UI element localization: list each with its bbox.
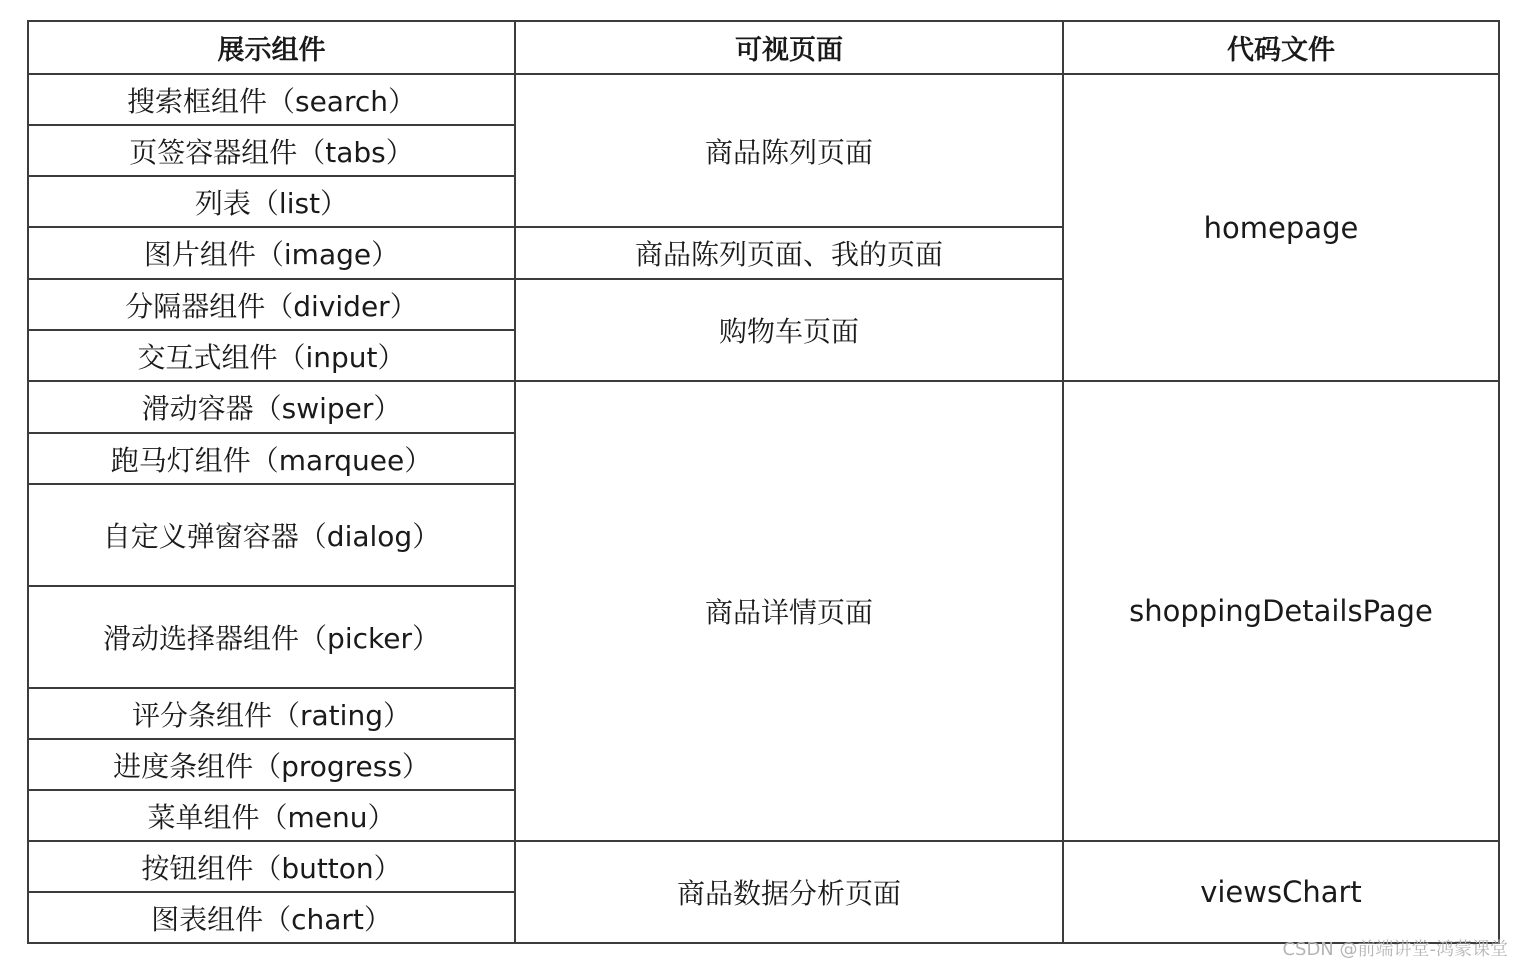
component-cell: 跑马灯组件（marquee） bbox=[28, 433, 515, 484]
component-cell: 评分条组件（rating） bbox=[28, 688, 515, 739]
page-cell: 商品陈列页面、我的页面 bbox=[515, 227, 1063, 279]
component-cell: 滑动选择器组件（picker） bbox=[28, 586, 515, 688]
component-cell: 按钮组件（button） bbox=[28, 841, 515, 892]
table-row bbox=[28, 381, 1499, 433]
page-cell: 购物车页面 bbox=[515, 279, 1063, 381]
header-component: 展示组件 bbox=[28, 21, 515, 74]
code-file-cell: shoppingDetailsPage bbox=[1063, 381, 1499, 841]
component-cell: 滑动容器（swiper） bbox=[28, 381, 515, 433]
page-cell: 商品详情页面 bbox=[515, 381, 1063, 841]
component-cell: 列表（list） bbox=[28, 176, 515, 227]
code-file-cell: homepage bbox=[1063, 74, 1499, 381]
component-table bbox=[27, 20, 1500, 944]
table-row bbox=[28, 74, 1499, 125]
component-cell: 图片组件（image） bbox=[28, 227, 515, 279]
component-cell: 图表组件（chart） bbox=[28, 892, 515, 943]
component-cell: 交互式组件（input） bbox=[28, 330, 515, 381]
page-cell: 商品数据分析页面 bbox=[515, 841, 1063, 943]
component-cell: 菜单组件（menu） bbox=[28, 790, 515, 841]
header-row bbox=[28, 21, 1499, 74]
watermark: CSDN @前端讲堂-鸿蒙课堂 bbox=[1282, 939, 1508, 960]
component-cell: 进度条组件（progress） bbox=[28, 739, 515, 790]
component-cell: 分隔器组件（divider） bbox=[28, 279, 515, 330]
component-cell: 搜索框组件（search） bbox=[28, 74, 515, 125]
page-cell: 商品陈列页面 bbox=[515, 74, 1063, 227]
table-row bbox=[28, 841, 1499, 892]
header-page: 可视页面 bbox=[515, 21, 1063, 74]
component-cell: 自定义弹窗容器（dialog） bbox=[28, 484, 515, 586]
component-cell: 页签容器组件（tabs） bbox=[28, 125, 515, 176]
code-file-cell: viewsChart bbox=[1063, 841, 1499, 943]
header-code-file: 代码文件 bbox=[1063, 21, 1499, 74]
